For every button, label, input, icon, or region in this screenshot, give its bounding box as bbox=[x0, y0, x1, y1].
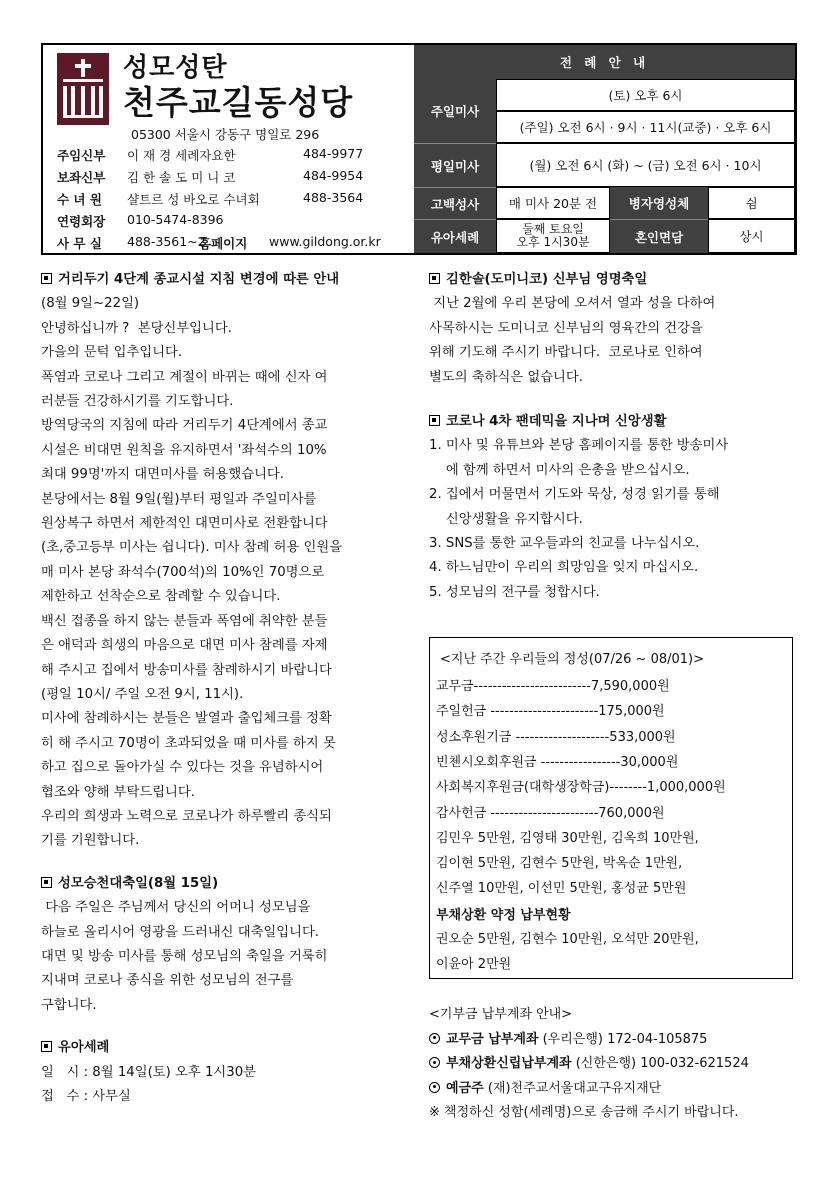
weekday-mass-times: (월) 오전 6시 (화) ~ (금) 오전 6시 · 10시 bbox=[496, 143, 795, 187]
sick-communion-value: 쉼 bbox=[708, 187, 795, 219]
infant-baptism-time: 오후 1시30분 bbox=[516, 235, 590, 249]
offering-line: 빈첸시오회후원금 -----------------30,000원 bbox=[436, 754, 679, 770]
account-label: 부채상환신립납부계좌 bbox=[446, 1056, 572, 1071]
left-column bbox=[41, 268, 416, 1109]
body-line: 사목하시는 도미니코 신부님의 영육간의 건강을 bbox=[429, 320, 703, 336]
debt-line: 이윤아 2만원 bbox=[436, 957, 512, 973]
feast-day-title: 김한솔(도미니코) 신부님 영명축일 bbox=[446, 272, 648, 287]
staff-phone: 484-9954 bbox=[303, 168, 364, 183]
body-line: 러분들 건강하시기를 기도합니다. bbox=[41, 394, 234, 410]
sick-communion-label: 병자영성체 bbox=[610, 187, 708, 219]
confession-label: 고백성사 bbox=[414, 187, 496, 219]
confession-value: 매 미사 20분 전 bbox=[496, 187, 610, 219]
body-line: 하고 집으로 돌아가실 수 있다는 것을 유념하시어 bbox=[41, 760, 324, 776]
sunday-mass-label: 주일미사 bbox=[414, 79, 496, 143]
list-item: 1. 미사 및 유튜브와 본당 홈페이지를 통한 방송미사 bbox=[429, 438, 729, 454]
body-line: 매 미사 본당 좌석수(700석)의 10%인 70명으로 bbox=[41, 564, 325, 580]
parish-logo bbox=[57, 53, 109, 125]
schedule-title: 전 례 안 내 bbox=[414, 45, 795, 79]
body-line: 기를 기원합니다. bbox=[41, 833, 140, 849]
body-line: (초,중고등부 미사는 쉽니다). 미사 참례 허용 인원을 bbox=[41, 540, 343, 556]
staff-role: 주임신부 bbox=[57, 148, 106, 163]
council-phone: 010-5474-8396 bbox=[127, 212, 224, 227]
body-line: (8월 9일~22일) bbox=[41, 296, 140, 312]
body-line: 구합니다. bbox=[41, 997, 97, 1013]
body-line: 원상복구 하면서 제한적인 대면미사로 전환합니다 bbox=[41, 516, 328, 532]
body-line: 다음 주일은 주님께서 당신의 어머니 성모님을 bbox=[41, 900, 311, 916]
office-row bbox=[57, 234, 407, 255]
body-line: 최대 99명'까지 대면미사를 허용했습니다. bbox=[41, 467, 284, 483]
staff-name: 김 한 솔 도 미 니 코 bbox=[127, 170, 236, 185]
account-info bbox=[429, 1003, 797, 1126]
infant-baptism-label: 유아세례 bbox=[414, 219, 496, 253]
account-label: 예금주 bbox=[446, 1080, 484, 1096]
sunday-mass-sunday: (주일) 오전 6시 · 9시 · 11시(교중) · 오후 6시 bbox=[496, 111, 795, 143]
staff-role: 보좌신부 bbox=[57, 170, 106, 185]
feast-day-body bbox=[429, 292, 797, 390]
square-bullet-icon bbox=[41, 273, 52, 284]
offering-line: 주일헌금 -----------------------175,000원 bbox=[436, 704, 665, 720]
debt-title: 부채상환 약정 납부현황 bbox=[436, 908, 571, 923]
staff-phone: 484-9977 bbox=[303, 146, 364, 161]
body-line: 폭염과 코로나 그리고 계절이 바뀌는 때에 신자 여 bbox=[41, 369, 328, 385]
account-line bbox=[429, 1077, 797, 1102]
marriage-value: 상시 bbox=[708, 219, 795, 253]
account-label: 교무금 납부계좌 bbox=[446, 1031, 539, 1047]
body-line: 시설은 비대면 원칙을 유지하면서 '좌석수의 10% bbox=[41, 442, 327, 458]
liturgy-schedule-table bbox=[414, 45, 795, 253]
offering-line: 사회복지후원금(대학생장학금)--------1,000,000원 bbox=[436, 780, 726, 796]
section-title bbox=[41, 268, 416, 292]
parish-subtitle: 성모성탄 bbox=[123, 53, 228, 83]
square-bullet-icon bbox=[429, 415, 440, 426]
offering-line: 신주열 10만원, 이선민 5만원, 홍성균 5만원 bbox=[436, 881, 687, 897]
distancing-notice-body bbox=[41, 292, 416, 853]
square-bullet-icon bbox=[429, 273, 440, 284]
right-column bbox=[429, 268, 797, 605]
account-value: (우리은행) 172-04-105875 bbox=[538, 1031, 708, 1047]
sunday-mass-saturday: (토) 오후 6시 bbox=[496, 79, 795, 111]
offering-line: 김민우 5만원, 김영태 30만원, 김옥희 10만원, bbox=[436, 830, 699, 846]
parish-name: 천주교길동성당 bbox=[123, 83, 354, 122]
body-line: 백신 접종을 하지 않는 분들과 폭염에 취약한 분들 bbox=[41, 613, 328, 629]
body-line: 접 수 : 사무실 bbox=[41, 1089, 131, 1104]
section-title bbox=[41, 872, 416, 896]
staff-role: 수 녀 원 bbox=[57, 192, 102, 207]
marriage-label: 혼인면담 bbox=[610, 219, 708, 253]
body-line: 지내며 코로나 종식을 위한 성모님의 전구를 bbox=[41, 973, 294, 989]
body-line: 안녕하십니까 ? 본당신부입니다. bbox=[41, 320, 232, 336]
body-line: 히 해 주시고 70명이 초과되었을 때 미사를 하지 못 bbox=[41, 735, 336, 751]
debt-line: 권오순 5만원, 김현수 10만원, 오석만 20만원, bbox=[436, 932, 699, 947]
office-role: 사 무 실 bbox=[57, 236, 102, 251]
staff-row bbox=[57, 146, 407, 167]
body-line: 지난 2월에 우리 본당에 오셔서 열과 성을 다하여 bbox=[429, 296, 716, 312]
list-item: 2. 집에서 머물면서 기도와 묵상, 성경 읽기를 통해 bbox=[429, 487, 720, 503]
account-line bbox=[429, 1028, 797, 1053]
account-value: (재)천주교서울대교구유지재단 bbox=[483, 1080, 662, 1096]
council-row bbox=[57, 212, 407, 233]
body-line: 별도의 축하식은 없습니다. bbox=[429, 369, 583, 385]
account-title: <기부금 납부계좌 안내> bbox=[429, 1007, 573, 1022]
homepage-link[interactable]: www.gildong.or.kr bbox=[269, 234, 381, 249]
offering-report-box bbox=[429, 637, 793, 979]
bulletin-header bbox=[41, 43, 797, 255]
parish-info-box bbox=[43, 45, 416, 253]
section-title bbox=[429, 268, 797, 292]
square-bullet-icon bbox=[41, 877, 52, 888]
body-line: 본당에서는 8월 9일(월)부터 평일과 주일미사를 bbox=[41, 491, 317, 507]
faith-life-list bbox=[429, 434, 797, 605]
body-line: 위해 기도해 주시기 바랍니다. 코로나로 인하여 bbox=[429, 345, 703, 361]
parish-address: 05300 서울시 강동구 명일로 296 bbox=[131, 127, 320, 142]
section-title bbox=[41, 1036, 416, 1060]
target-bullet-icon bbox=[429, 1033, 440, 1044]
infant-baptism-day: 둘째 토요일 bbox=[522, 222, 584, 236]
list-item: 4. 하느님만이 우리의 희망임을 잊지 마십시오. bbox=[429, 560, 699, 576]
account-note: ※ 책정하신 성함(세례명)으로 송금해 주시기 바랍니다. bbox=[429, 1105, 739, 1120]
body-line: 하늘로 올리시어 영광을 드러내신 대축일입니다. bbox=[41, 924, 320, 940]
body-line: 대면 및 방송 미사를 통해 성모님의 축일을 거룩히 bbox=[41, 948, 328, 964]
body-line: 방역당국의 지침에 따라 거리두기 4단계에서 종교 bbox=[41, 418, 328, 434]
staff-phone: 488-3564 bbox=[303, 190, 364, 205]
list-item: 신앙생활을 유지합시다. bbox=[429, 511, 583, 527]
offering-title: <지난 주간 우리들의 정성(07/26 ~ 08/01)> bbox=[440, 652, 704, 667]
offering-line: 감사헌금 -----------------------760,000원 bbox=[436, 805, 665, 821]
office-phone: 488-3561~2 bbox=[127, 234, 206, 249]
body-line: 가을의 문턱 입추입니다. bbox=[41, 345, 183, 361]
body-line: 미사에 참례하시는 분들은 발열과 출입체크를 정확 bbox=[41, 711, 332, 727]
target-bullet-icon bbox=[429, 1057, 440, 1068]
account-value: (신한은행) 100-032-621524 bbox=[571, 1056, 749, 1071]
body-line: 협조와 양해 부탁드립니다. bbox=[41, 784, 195, 800]
infant-baptism-title: 유아세례 bbox=[58, 1040, 110, 1056]
offering-line: 성소후원기금 --------------------533,000원 bbox=[436, 729, 676, 745]
staff-row bbox=[57, 190, 407, 211]
list-item: 5. 성모님의 전구를 청합시다. bbox=[429, 584, 600, 600]
infant-baptism-body bbox=[41, 1061, 416, 1110]
faith-life-title: 코로나 4차 팬데믹을 지나며 신앙생활 bbox=[446, 414, 667, 430]
assumption-body bbox=[41, 896, 416, 1018]
body-line: (평일 10시/ 주일 오전 9시, 11시). bbox=[41, 686, 244, 702]
staff-name: 이 재 경 세례자요한 bbox=[127, 148, 236, 163]
body-line: 은 애덕과 희생의 마음으로 대면 미사 참례를 자제 bbox=[41, 638, 328, 654]
offering-line: 김이현 5만원, 김현수 5만원, 박옥순 1만원, bbox=[436, 856, 683, 872]
body-line: 제한하고 선착순으로 참례할 수 있습니다. bbox=[41, 589, 281, 605]
body-line: 우리의 희생과 노력으로 코로나가 하루빨리 종식되 bbox=[41, 808, 332, 824]
body-line: 해 주시고 집에서 방송미사를 참례하시기 바랍니다 bbox=[41, 662, 332, 678]
section-title bbox=[429, 410, 797, 434]
square-bullet-icon bbox=[41, 1041, 52, 1052]
list-item: 에 함께 하면서 미사의 은총을 받으십시오. bbox=[429, 462, 690, 478]
council-role: 연령회장 bbox=[57, 214, 106, 229]
account-line bbox=[429, 1052, 797, 1077]
distancing-notice-title: 거리두기 4단계 종교시설 지침 변경에 따른 안내 bbox=[58, 272, 340, 287]
list-item: 3. SNS를 통한 교우들과의 친교를 나누십시오. bbox=[429, 536, 700, 552]
weekday-mass-label: 평일미사 bbox=[414, 143, 496, 187]
staff-name: 샬트르 성 바오로 수녀회 bbox=[127, 192, 260, 207]
infant-baptism-value bbox=[496, 219, 610, 253]
staff-row bbox=[57, 168, 407, 189]
offering-line: 교무금-------------------------7,590,000원 bbox=[436, 679, 670, 694]
body-line: 일 시 : 8월 14일(토) 오후 1시30분 bbox=[41, 1064, 257, 1080]
target-bullet-icon bbox=[429, 1082, 440, 1093]
assumption-title: 성모승천대축일(8월 15일) bbox=[58, 875, 219, 891]
homepage-label: 홈페이지 bbox=[199, 236, 248, 251]
